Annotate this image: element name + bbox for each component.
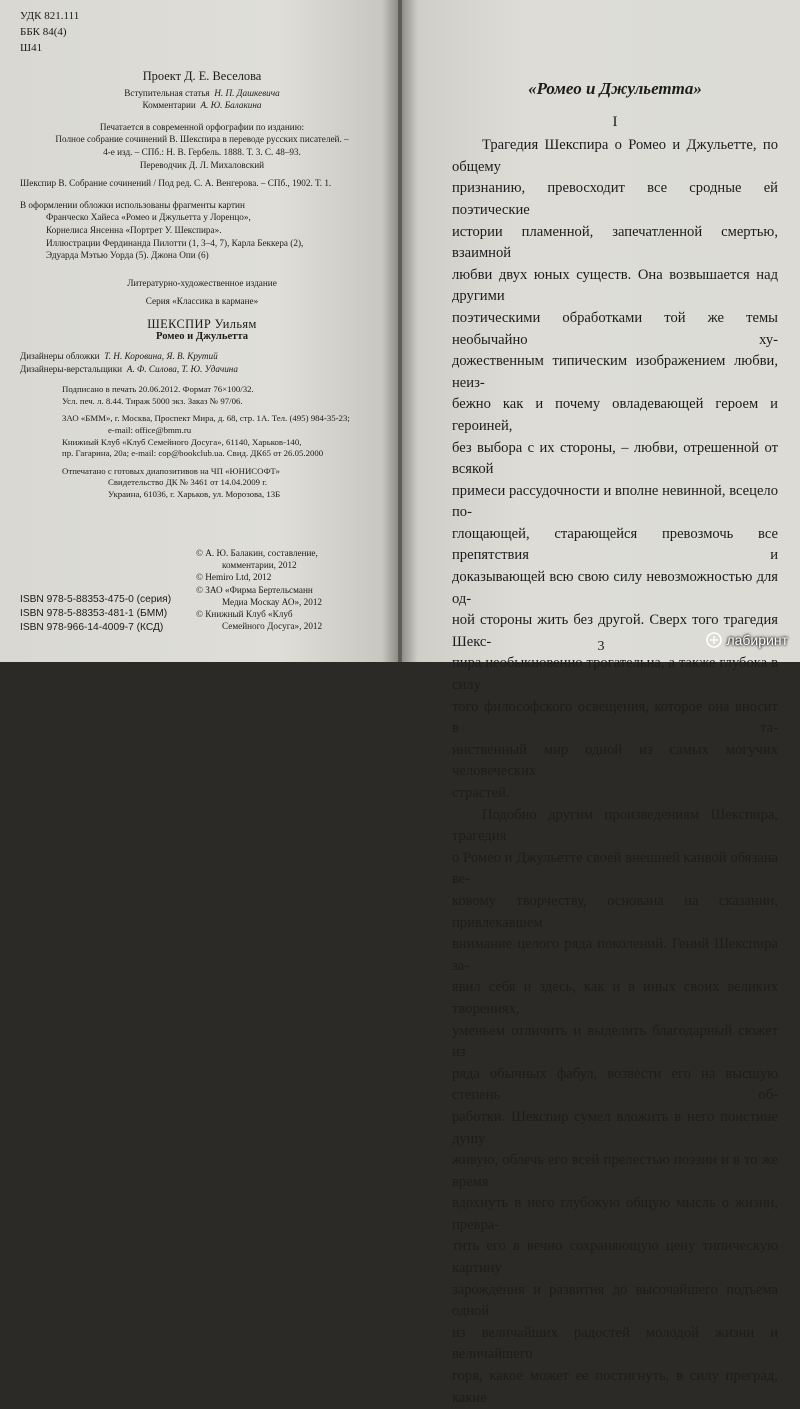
text-line: тить его в вечно сохраняющую цену типическую картину xyxy=(452,1238,778,1277)
copyright-line: © Книжный Клуб «Клуб xyxy=(196,609,293,620)
copyright-line: © А. Ю. Балакин, составление, xyxy=(196,548,318,558)
text-line: поэтическими обработками той же темы необычайно ху- xyxy=(452,309,778,348)
text-line: Трагедия Шекспира о Ромео и Джульетте, по общему xyxy=(452,137,778,175)
imprint-line: Подписано в печать 20.06.2012. Формат 76×100/32. xyxy=(62,384,254,395)
designer-line: Дизайнеры-верстальщики А. Ф. Силова, Т. Ю. Удачина xyxy=(20,363,238,374)
text-line: Печатается в современной орфографии по изданию: xyxy=(99,121,305,132)
text-line: глощающей, старающейся превозмочь все препятствия и xyxy=(452,525,778,564)
text-line: зарождения и развития до высочайшего подъема одной xyxy=(452,1281,778,1320)
text-line: того философского освещения, которое она вносит в та- xyxy=(452,698,778,737)
imprint-line: e-mail: office@bmm.ru xyxy=(108,425,192,436)
section-number: I xyxy=(612,113,618,130)
text-line: ной стороны жить без другой. Сверх того трагедия Шекс- xyxy=(452,612,778,650)
text-line: доказывающей всю свою силу невозможностью для од- xyxy=(452,569,778,607)
copyright-line: © Hemiro Ltd, 2012 xyxy=(196,572,272,583)
author-name: ШЕКСПИР Уильям xyxy=(147,316,257,331)
print-note xyxy=(20,121,384,171)
isbn-line: ISBN 978-5-88353-481-1 (БММ) xyxy=(20,608,168,619)
isbn-line: ISBN 978-966-14-4009-7 (КСД) xyxy=(20,622,164,633)
text-line: о Ромео и Джульетте своей внешней канвой обязана ве- xyxy=(452,849,778,888)
text-line: пира необыкновенно трогательна, а также глубока в силу xyxy=(452,655,778,694)
text-line: Переводчик Д. Л. Михаловский xyxy=(139,159,265,170)
text-line: ряда обычных фабул, возвести его на высшую степень об- xyxy=(452,1065,778,1104)
text-line: Подобно другим произведениям Шекспира, трагедия xyxy=(452,806,778,845)
imprint-line: Украина, 61036, г. Харьков, ул. Морозова, 13Б xyxy=(108,489,281,500)
copyright-line: Семейного Досуга», 2012 xyxy=(222,621,323,632)
chapter-heading: «Ромео и Джульетта» xyxy=(528,79,702,98)
project-line: Проект Д. Е. Веселова xyxy=(142,69,262,83)
edition-type: Литературно-художественное издание xyxy=(127,277,277,288)
text-line: живую, облечь его всей прелестью поэзии и в то же время xyxy=(452,1152,778,1190)
credit-line: Комментарии А. Ю. Балакина xyxy=(142,100,262,111)
text-line: Иллюстрации Фердинанда Пилотти (1, 3–4, 7), Карла Беккера (2), xyxy=(46,237,304,248)
text-line: Франческо Хайеса «Ромео и Джульетта у Лоренцо», xyxy=(46,212,251,223)
imprint-line: Свидетельство ДК № 3461 от 14.04.2009 г. xyxy=(108,477,268,488)
text-line: работки. Шекспир сумел вложить в него поистине душу xyxy=(452,1108,778,1147)
imprint-line: ЗАО «БММ», г. Москва, Проспект Мира, д. 68, стр. 1А. Тел. (495) 984-35-23; xyxy=(62,413,350,424)
cover-note xyxy=(20,199,384,262)
imprint-line: пр. Гагарина, 20а; e-mail: cop@bookclub.ua. Свид. ДК65 от 26.05.2000 xyxy=(62,448,324,459)
imprint-line: Отпечатано с готовых диапозитивов на ЧП «ЮНИСОФТ» xyxy=(62,465,280,476)
text-line: вдохнуть в него глубокую общую мысль о жизни, превра- xyxy=(452,1195,778,1233)
book-title: Ромео и Джульетта xyxy=(155,330,248,342)
udc-code: УДК 821.111 xyxy=(20,10,80,22)
text-line: горя, какое может ее постигнуть, в силу преград, какие xyxy=(452,1368,778,1406)
text-line: инственный мир одной из самых могучих человеческих xyxy=(452,741,778,780)
text-line: без выбора с их стороны, – любви, отрешенной от всякой xyxy=(452,439,778,478)
classification-codes xyxy=(20,8,384,56)
text-line: В оформлении обложки использованы фрагменты картин xyxy=(20,199,245,210)
isbn-block xyxy=(20,593,171,635)
reference-line: Шекспир В. Собрание сочинений / Под ред. С. А. Венгерова. – СПб., 1902. Т. 1. xyxy=(20,178,332,189)
copyright-line: Медиа Москау АО», 2012 xyxy=(222,596,323,607)
imprint-block xyxy=(20,384,384,500)
text-line: страстей. xyxy=(452,785,510,801)
copyright-block xyxy=(196,547,322,632)
imprint-line: Усл. печ. л. 8.44. Тираж 5000 экз. Заказ № 97/06. xyxy=(62,395,243,406)
author-sign: Ш41 xyxy=(20,42,43,54)
designers-block xyxy=(20,350,384,375)
text-line: бежно как и почему овладевающей героем и героиней, xyxy=(452,396,778,434)
right-page xyxy=(402,0,800,1406)
paragraph-2 xyxy=(452,805,778,1409)
text-line: Эдуарда Мэтью Уорда (5). Джона Опи (6) xyxy=(46,250,209,261)
imprint-line: Книжный Клуб «Клуб Семейного Досуга», 61140, Харьков-140, xyxy=(62,436,302,447)
text-line: 4-е изд. – СПб.: Н. В. Гербель. 1888. Т. 3. С. 48–93. xyxy=(103,146,301,157)
left-page xyxy=(0,0,398,662)
text-line: Корнелиса Янсенна «Портрет У. Шекспира». xyxy=(46,224,222,235)
text-line: истории пламенной, запечатленной смертью, взаимной xyxy=(452,223,778,262)
text-line: признанию, превосходит все сродные ей поэтические xyxy=(452,180,778,218)
copyright-line: комментарии, 2012 xyxy=(222,560,297,571)
labirint-logo-icon xyxy=(706,632,722,648)
credits-block xyxy=(20,87,384,112)
text-line: из величайших радостей молодой жизни и величайшего xyxy=(452,1324,778,1363)
copyright-line: © ЗАО «Фирма Бертельсманн xyxy=(196,584,313,595)
series-line: Серия «Классика в кармане» xyxy=(145,296,259,307)
isbn-line: ISBN 978-5-88353-475-0 (серия) xyxy=(20,594,172,605)
paragraph-1 xyxy=(452,135,778,804)
designer-line: Дизайнеры обложки Т. Н. Коровина, Я. В. Крутий xyxy=(20,351,218,362)
page-number: 3 xyxy=(597,639,605,654)
watermark xyxy=(706,632,788,648)
text-line: ковому творчеству, основана на сказании, привлекавшем xyxy=(452,892,778,931)
text-line: Полное собрание сочинений В. Шекспира в переводе русских писателей. – xyxy=(55,134,349,145)
text-line: любви двух юных существ. Она возвышается над другими xyxy=(452,266,778,305)
text-line: явил себя и здесь, как и в иных своих великих творениях, xyxy=(452,979,778,1017)
text-line: внимание целого ряда поколений. Гений Шекспира за- xyxy=(452,936,778,974)
text-line: дожественным типическим изображением любви, неиз- xyxy=(452,353,778,391)
text-line: уменьем отличить и выделить благодарный сюжет из xyxy=(452,1022,778,1061)
credit-line: Вступительная статья Н. П. Дашкевича xyxy=(124,87,280,98)
bbk-code: ББК 84(4) xyxy=(20,26,67,38)
text-line: примеси рассудочности и вполне невинной, всецело по- xyxy=(452,482,778,521)
watermark-text: лабиринт xyxy=(726,632,788,648)
